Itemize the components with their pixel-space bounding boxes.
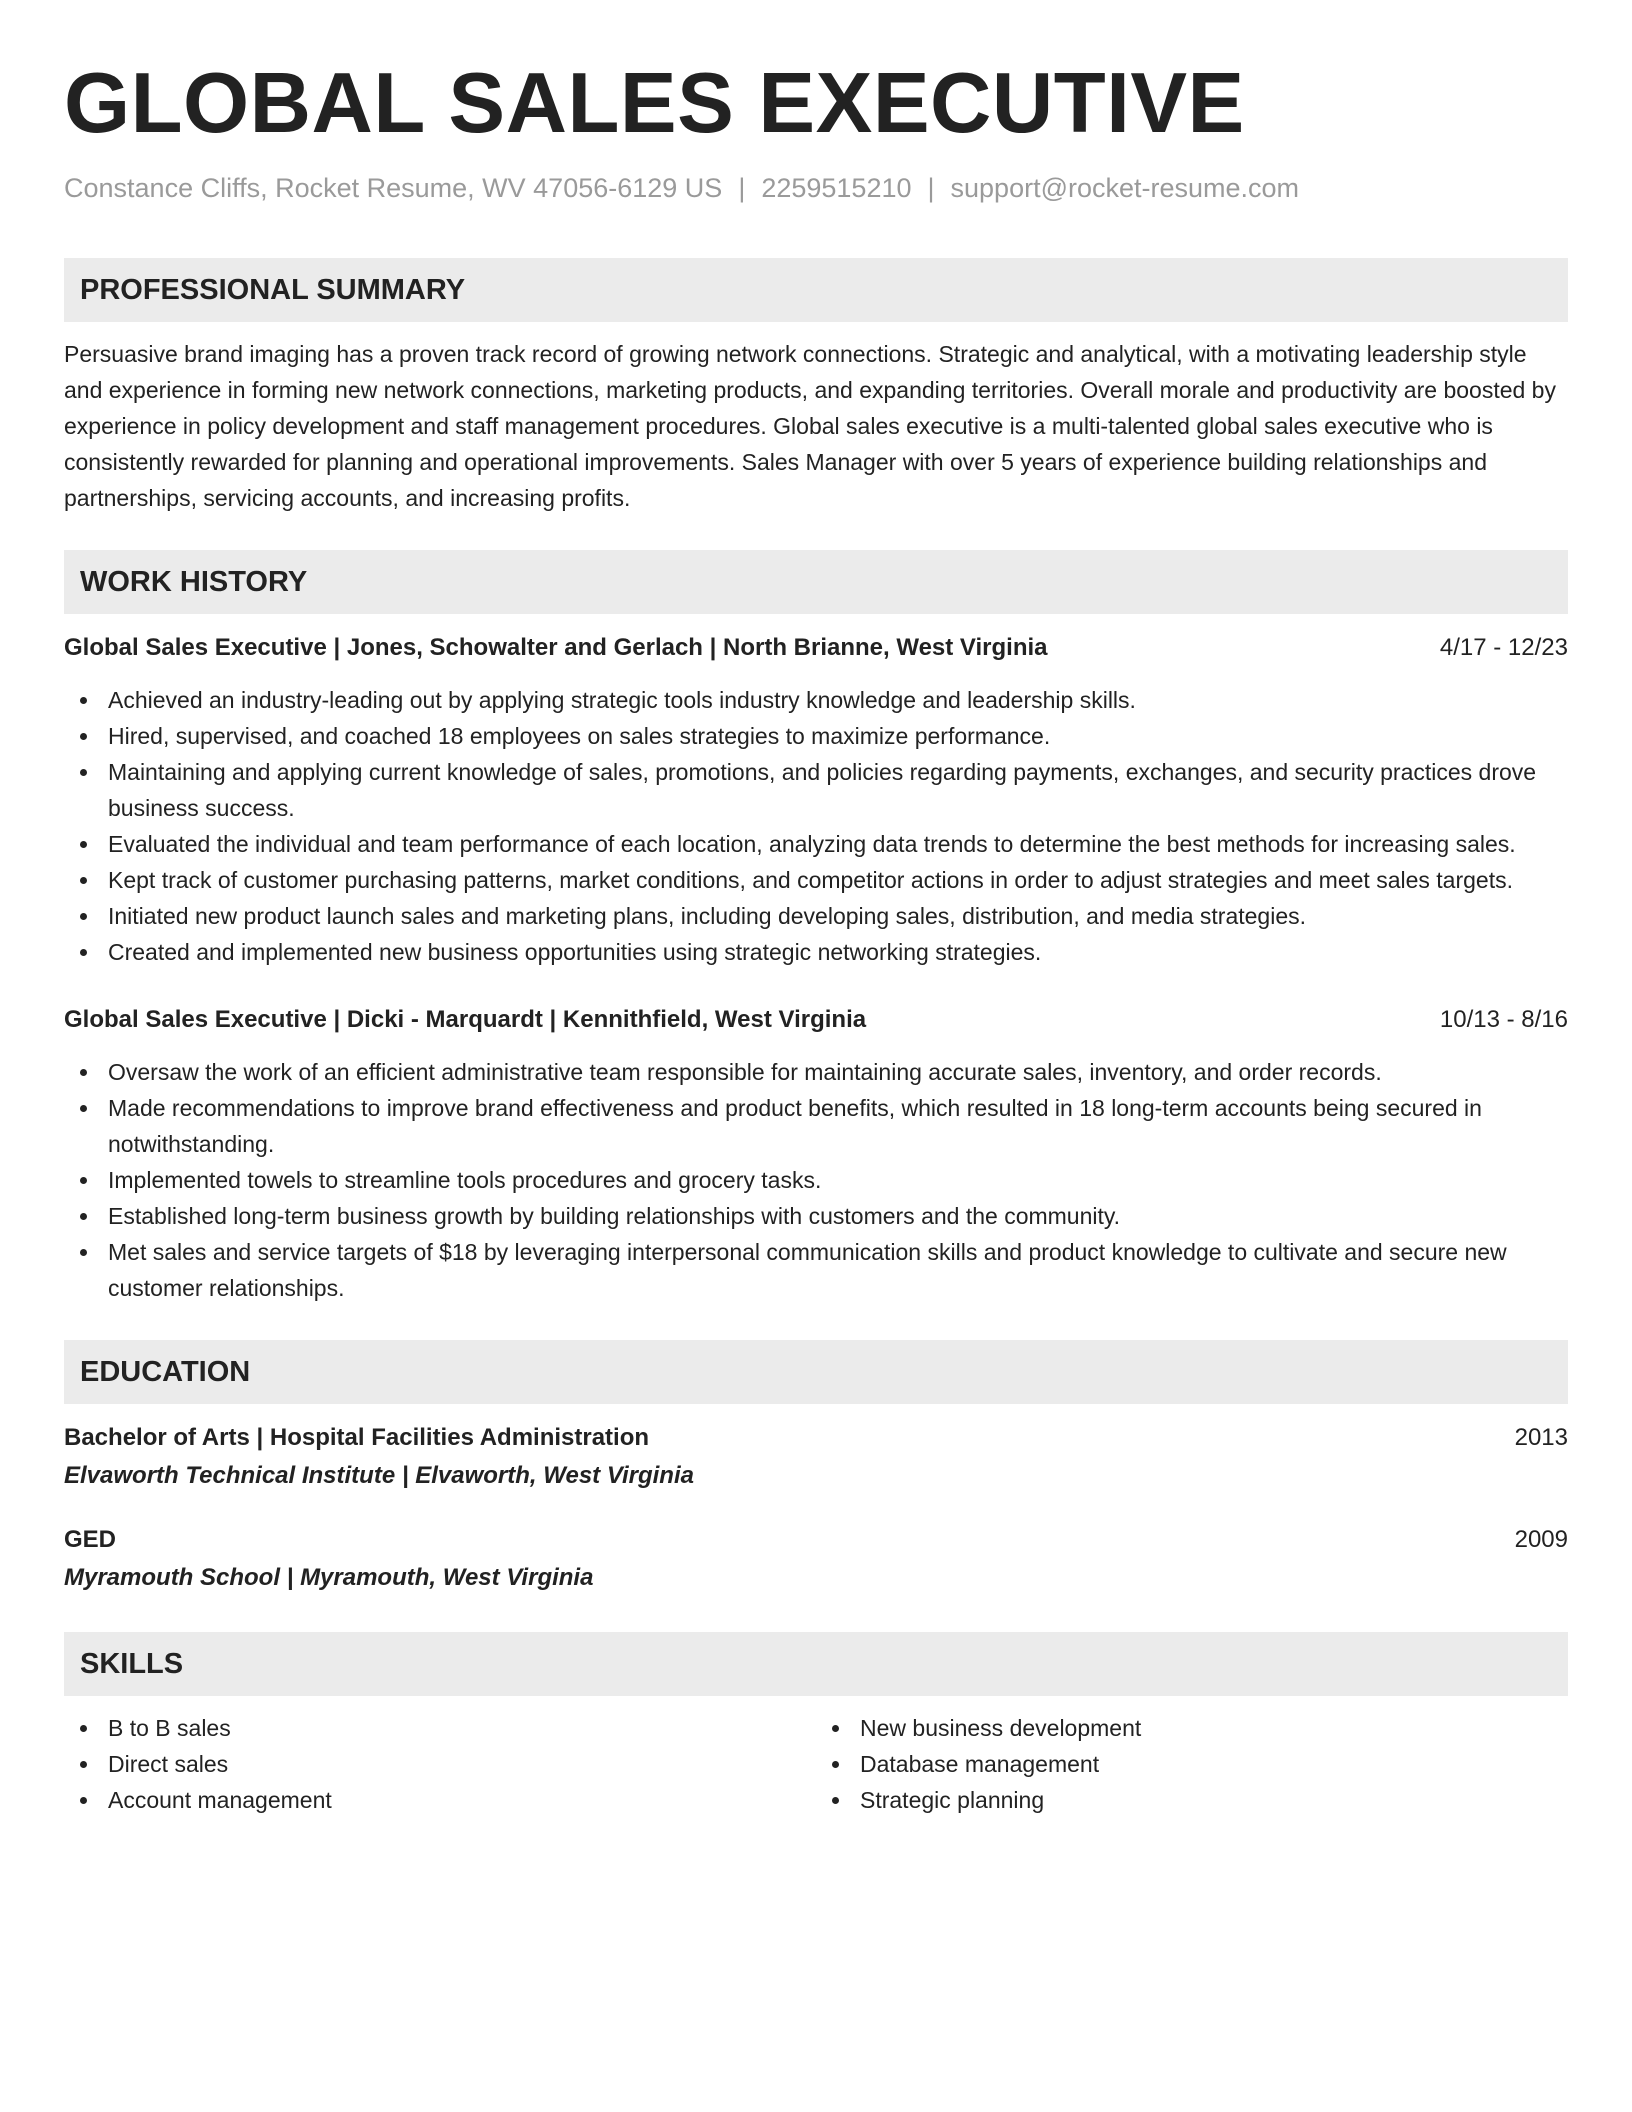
skill-item <box>816 1710 1568 1746</box>
bullet-dot-icon <box>80 1761 87 1768</box>
job-bullet-text: Implemented towels to streamline tools procedures and grocery tasks. <box>108 1167 822 1193</box>
skill-text: Database management <box>860 1751 1100 1777</box>
resume-name: GLOBAL SALES EXECUTIVE <box>64 56 1245 151</box>
contact-separator: | <box>927 173 935 203</box>
bullet-dot-icon <box>80 1177 87 1184</box>
skill-item <box>64 1746 816 1782</box>
job-bullet-list <box>64 682 1568 970</box>
bullet-dot-icon <box>80 1797 87 1804</box>
section-header-summary: PROFESSIONAL SUMMARY <box>64 258 1568 322</box>
skill-item <box>64 1710 816 1746</box>
job-bullet <box>64 1234 1568 1306</box>
skill-text: Account management <box>108 1787 332 1813</box>
job-bullet <box>64 754 1568 826</box>
summary-text: Persuasive brand imaging has a proven track record of growing network connections. Strategic and analytical, with a motivating leadership style and experience in forming new network connections, marketing products, and expanding territories. Overall morale and productivity are boosted by experience in policy development and staff management procedures. Global sales executive is a multi-talented global sales executive who is consistently rewarded for planning and operational improvements. Sales Manager with over 5 years of experience building relationships and partnerships, servicing accounts, and increasing profits. <box>64 341 1556 511</box>
job-bullet <box>64 1054 1568 1090</box>
education-header <box>64 1420 1568 1456</box>
bullet-dot-icon <box>80 1105 87 1112</box>
job-bullet <box>64 826 1568 862</box>
bullet-dot-icon <box>80 841 87 848</box>
bullet-dot-icon <box>832 1725 839 1732</box>
job-bullet-list <box>64 1054 1568 1306</box>
job-header <box>64 1002 1568 1038</box>
bullet-dot-icon <box>832 1761 839 1768</box>
education-degree: Bachelor of Arts | Hospital Facilities Administration <box>64 1424 650 1451</box>
skills-column-right <box>816 1710 1568 1818</box>
skill-text: Strategic planning <box>860 1787 1045 1813</box>
education-entry <box>64 1522 1568 1598</box>
job-dates: 10/13 - 8/16 <box>1439 1006 1568 1033</box>
job-bullet-text: Met sales and service targets of $18 by leveraging interpersonal communication skills and product knowledge to cultivate and secure new customer relationships. <box>108 1239 1507 1301</box>
education-degree: GED <box>64 1526 117 1553</box>
education-header <box>64 1522 1568 1558</box>
job-bullet-text: Maintaining and applying current knowledge of sales, promotions, and policies regarding payments, exchanges, and security practices drove business success. <box>108 759 1537 821</box>
job-bullet <box>64 862 1568 898</box>
job-bullet-text: Oversaw the work of an efficient administrative team responsible for maintaining accurate sales, inventory, and order records. <box>108 1059 1382 1085</box>
contact-separator: | <box>738 173 746 203</box>
section-header-education: EDUCATION <box>64 1340 1568 1404</box>
job-entry <box>64 630 1568 970</box>
contact-line <box>64 170 1568 206</box>
bullet-dot-icon <box>80 1725 87 1732</box>
contact-address: Constance Cliffs, Rocket Resume, WV 47056-6129 US <box>64 173 723 203</box>
job-header <box>64 630 1568 666</box>
section-header-skills: SKILLS <box>64 1632 1568 1696</box>
job-bullet <box>64 1162 1568 1198</box>
job-bullet-text: Hired, supervised, and coached 18 employees on sales strategies to maximize performance. <box>108 723 1051 749</box>
job-bullet-text: Initiated new product launch sales and marketing plans, including developing sales, distribution, and media strategies. <box>108 903 1306 929</box>
job-bullet-text: Evaluated the individual and team performance of each location, analyzing data trends to determine the best methods for increasing sales. <box>108 831 1516 857</box>
job-bullet <box>64 934 1568 970</box>
bullet-dot-icon <box>80 913 87 920</box>
bullet-dot-icon <box>832 1797 839 1804</box>
skill-text: New business development <box>860 1715 1142 1741</box>
skill-item <box>816 1746 1568 1782</box>
education-year: 2013 <box>1514 1424 1568 1451</box>
contact-email: support@rocket-resume.com <box>950 173 1300 203</box>
job-bullet <box>64 718 1568 754</box>
skills-column-left <box>64 1710 816 1818</box>
job-title: Global Sales Executive | Dicki - Marquardt | Kennithfield, West Virginia <box>64 1006 867 1033</box>
education-year: 2009 <box>1514 1526 1568 1553</box>
bullet-dot-icon <box>80 1213 87 1220</box>
job-bullet-text: Created and implemented new business opportunities using strategic networking strategies. <box>108 939 1042 965</box>
job-bullet-text: Achieved an industry-leading out by applying strategic tools industry knowledge and leadership skills. <box>108 687 1136 713</box>
skill-text: Direct sales <box>108 1751 229 1777</box>
bullet-dot-icon <box>80 877 87 884</box>
skill-item <box>64 1782 816 1818</box>
job-dates: 4/17 - 12/23 <box>1439 634 1568 661</box>
skills-grid <box>64 1710 1568 1818</box>
job-entry <box>64 1002 1568 1306</box>
education-entry <box>64 1420 1568 1496</box>
job-bullet <box>64 898 1568 934</box>
job-bullet-text: Established long-term business growth by building relationships with customers and the community. <box>108 1203 1121 1229</box>
job-bullet <box>64 682 1568 718</box>
education-school: Myramouth School | Myramouth, West Virginia <box>64 1564 594 1591</box>
skill-item <box>816 1782 1568 1818</box>
job-bullet-text: Made recommendations to improve brand effectiveness and product benefits, which resulted in 18 long-term accounts being secured in notwithstanding. <box>108 1095 1482 1157</box>
job-bullet <box>64 1090 1568 1162</box>
bullet-dot-icon <box>80 697 87 704</box>
section-header-work-history: WORK HISTORY <box>64 550 1568 614</box>
bullet-dot-icon <box>80 1249 87 1256</box>
contact-phone: 2259515210 <box>761 173 912 203</box>
bullet-dot-icon <box>80 1069 87 1076</box>
bullet-dot-icon <box>80 949 87 956</box>
skill-text: B to B sales <box>108 1715 231 1741</box>
job-title: Global Sales Executive | Jones, Schowalter and Gerlach | North Brianne, West Virginia <box>64 634 1048 661</box>
bullet-dot-icon <box>80 733 87 740</box>
job-bullet <box>64 1198 1568 1234</box>
education-school: Elvaworth Technical Institute | Elvaworth, West Virginia <box>64 1462 694 1489</box>
bullet-dot-icon <box>80 769 87 776</box>
job-bullet-text: Kept track of customer purchasing patterns, market conditions, and competitor actions in order to adjust strategies and meet sales targets. <box>108 867 1513 893</box>
